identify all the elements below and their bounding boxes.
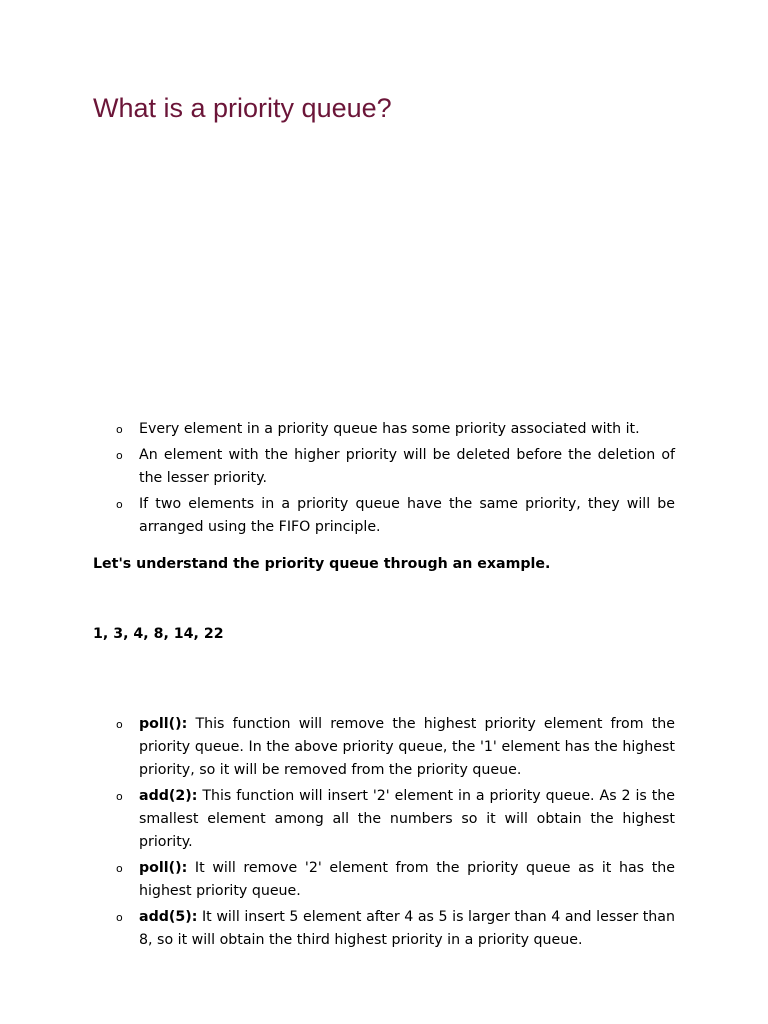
operation-term: poll():	[139, 860, 188, 876]
intro-bullet-list	[93, 418, 675, 542]
hollow-circle-bullet-icon: o	[116, 911, 123, 924]
hollow-circle-bullet-icon: o	[116, 498, 123, 511]
operation-description: It will remove '2' element from the priority queue as it has the highest priority queue.	[139, 860, 675, 899]
operation-description: This function will remove the highest priority element from the priority queue. In the above priority queue, the '1' element has the highest priority, so it will be removed from the priority queue.	[139, 716, 675, 778]
list-item-text: Every element in a priority queue has some priority associated with it.	[139, 421, 640, 437]
operations-bullet-list	[93, 713, 675, 955]
operation-term: add(2):	[139, 788, 198, 804]
hollow-circle-bullet-icon: o	[116, 790, 123, 803]
list-item	[93, 857, 675, 903]
hollow-circle-bullet-icon: o	[116, 449, 123, 462]
operation-description: This function will insert '2' element in a priority queue. As 2 is the smallest element among all the numbers so it will obtain the highest priority.	[139, 788, 675, 850]
operation-description: It will insert 5 element after 4 as 5 is larger than 4 and lesser than 8, so it will obtain the third highest priority in a priority queue.	[139, 909, 675, 948]
list-item-text: If two elements in a priority queue have the same priority, they will be arranged using the FIFO principle.	[139, 496, 675, 535]
example-heading: Let's understand the priority queue through an example.	[93, 556, 551, 572]
list-item	[93, 444, 675, 490]
list-item	[93, 906, 675, 952]
list-item	[93, 493, 675, 539]
hollow-circle-bullet-icon: o	[116, 862, 123, 875]
page-title: What is a priority queue?	[93, 93, 392, 123]
hollow-circle-bullet-icon: o	[116, 423, 123, 436]
list-item	[93, 418, 675, 441]
list-item-text: An element with the higher priority will be deleted before the deletion of the lesser priority.	[139, 447, 675, 486]
hollow-circle-bullet-icon: o	[116, 718, 123, 731]
list-item	[93, 713, 675, 782]
operation-term: poll():	[139, 716, 188, 732]
list-item	[93, 785, 675, 854]
operation-term: add(5):	[139, 909, 198, 925]
number-sequence: 1, 3, 4, 8, 14, 22	[93, 626, 224, 642]
